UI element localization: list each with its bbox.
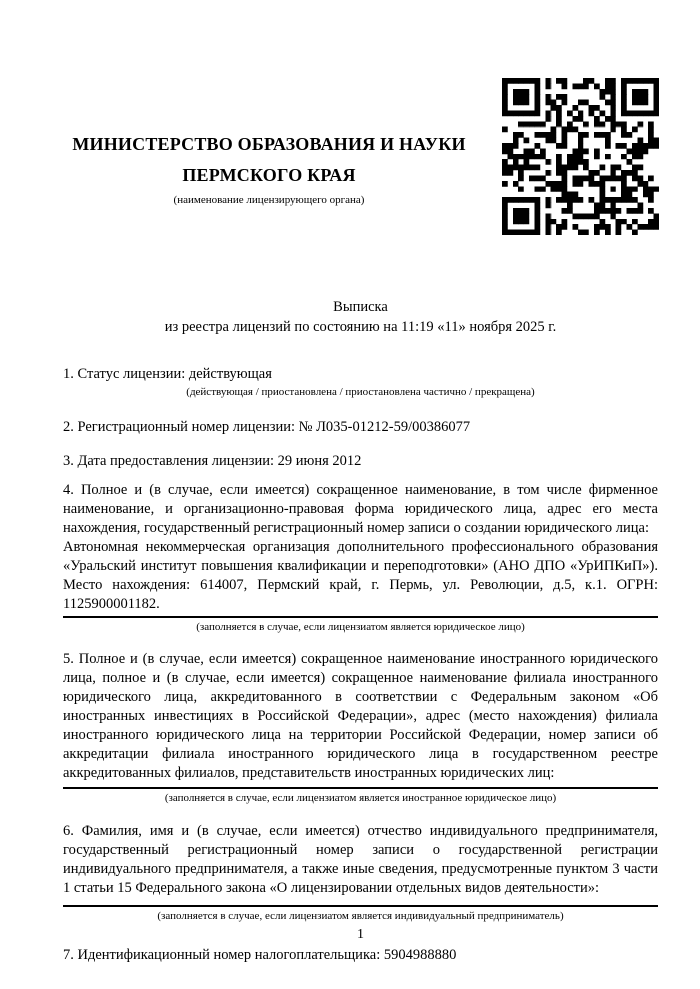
page-number: 1 bbox=[357, 927, 364, 942]
item-6-entrepreneur-label: 6. Фамилия, имя и (в случае, если имеется) отчество индивидуального предпринимателя, государственный регистрационный номер записи о государственной регистрации индивидуального предпринимателя, а также иные сведения, предусмотренные пунктом 3 части 1 статьи 15 Федерального закона «О лицензировании отдельных видов деятельности»: bbox=[63, 823, 658, 896]
document-body bbox=[63, 297, 658, 965]
ministry-header bbox=[34, 129, 504, 207]
extract-title: Выписка bbox=[333, 299, 388, 315]
entrepreneur-caption: (заполняется в случае, если лицензиатом является индивидуальный предприниматель) bbox=[157, 910, 564, 922]
item-4-licensee-details: Автономная некоммерческая организация дополнительного профессионального образования «Уральский институт повышения квалификации и переподготовки» (АНО ДПО «УрИПКиП»). Место нахождения: 614007, Пермский край, г. Пермь, ул. Революции, д.5, к.1. ОГРН: 1125900001182. bbox=[63, 539, 658, 612]
foreign-entity-caption: (заполняется в случае, если лицензиатом является иностранное юридическое лицо) bbox=[164, 792, 557, 804]
item-2-registration-number: 2. Регистрационный номер лицензии: № Л035-01212-59/00386077 bbox=[63, 419, 471, 435]
item-7-taxpayer-inn: 7. Идентификационный номер налогоплательщика: 5904988880 bbox=[63, 947, 457, 963]
item-1-license-status: 1. Статус лицензии: действующая bbox=[63, 366, 272, 382]
legal-entity-fill-line bbox=[63, 616, 658, 618]
legal-entity-caption: (заполняется в случае, если лицензиатом является юридическое лицо) bbox=[196, 621, 525, 633]
entrepreneur-fill-line bbox=[63, 905, 658, 907]
item-3-license-grant-date: 3. Дата предоставления лицензии: 29 июня 2012 bbox=[63, 453, 362, 469]
qr-code-icon bbox=[502, 78, 659, 235]
item-4-legal-entity-label: 4. Полное и (в случае, если имеется) сокращенное наименование, в том числе фирменное наименование, и организационно-правовая форма юридического лица, адрес его места нахождения, государственный регистрационный номер записи о создании юридического лица: bbox=[63, 482, 658, 536]
status-options-caption: (действующая / приостановлена / приостановлена частично / прекращена) bbox=[186, 386, 535, 398]
qr-code-image bbox=[502, 78, 659, 235]
licensing-authority-name-line2: ПЕРМСКОГО КРАЯ bbox=[182, 165, 356, 185]
foreign-entity-fill-line bbox=[63, 787, 658, 789]
extract-date-line: из реестра лицензий по состоянию на 11:19 «11» ноября 2025 г. bbox=[164, 319, 557, 335]
document-title bbox=[63, 297, 658, 337]
item-5-foreign-entity-label: 5. Полное и (в случае, если имеется) сокращенное наименование иностранного юридического лица, полное и (в случае, если имеется) сокращенное наименование филиала иностранного юридического лица, аккредитованного в соответствии с Федеральным законом «Об иностранных инвестициях в Российской Федерации», адрес (место нахождения) филиала иностранного юридического лица на территории Российской Федерации, номер записи об аккредитации филиала иностранного юридического лица в государственном реестре аккредитованных филиалов, представительств иностранных юридических лиц: bbox=[63, 651, 658, 781]
licensing-authority-name-line1: МИНИСТЕРСТВО ОБРАЗОВАНИЯ И НАУКИ bbox=[72, 134, 466, 154]
licensing-authority-caption: (наименование лицензирующего органа) bbox=[173, 194, 365, 206]
